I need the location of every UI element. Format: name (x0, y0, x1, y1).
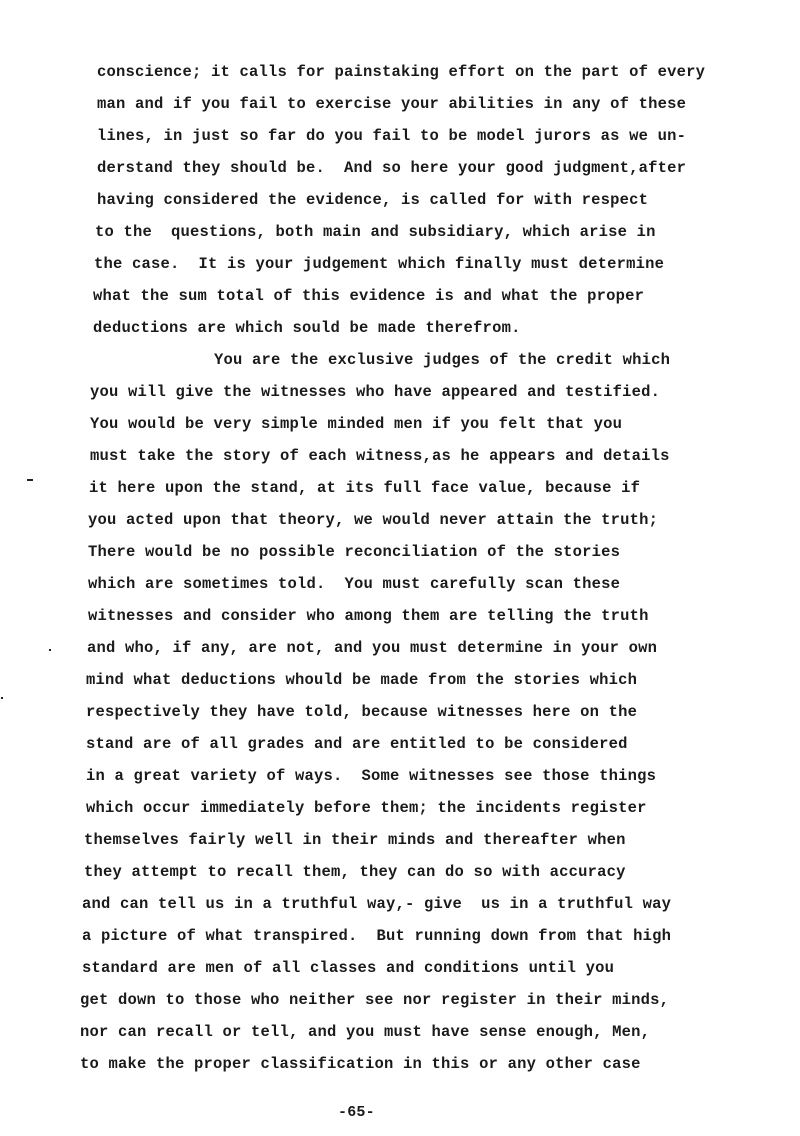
text-line: must take the story of each witness,as he appears and details (90, 447, 670, 465)
text-line: lines, in just so far do you fail to be model jurors as we un- (97, 127, 687, 145)
text-line: standard are men of all classes and conditions until you (82, 959, 615, 977)
text-line: respectively they have told, because witnesses here on the (86, 703, 638, 721)
text-line: themselves fairly well in their minds and thereafter when (84, 831, 626, 849)
paragraph-start-line: You are the exclusive judges of the credit which (214, 351, 671, 369)
text-line: and who, if any, are not, and you must determine in your own (87, 639, 658, 657)
text-line: stand are of all grades and are entitled to be considered (86, 735, 628, 753)
text-line: to the questions, both main and subsidiary, which arise in (95, 223, 656, 241)
text-line: which occur immediately before them; the incidents register (86, 799, 647, 817)
text-line: a picture of what transpired. But running down from that high (82, 927, 672, 945)
text-line: man and if you fail to exercise your abilities in any of these (97, 95, 687, 113)
text-line: which are sometimes told. You must carefully scan these (88, 575, 621, 593)
margin-dot-mark (1, 697, 3, 699)
text-line: There would be no possible reconciliation of the stories (88, 543, 621, 561)
text-line: they attempt to recall them, they can do so with accuracy (84, 863, 626, 881)
text-line: having considered the evidence, is called for with respect (97, 191, 649, 209)
text-line: nor can recall or tell, and you must have sense enough, Men, (80, 1023, 651, 1041)
text-line: it here upon the stand, at its full face value, because if (89, 479, 641, 497)
page-number: -65- (338, 1104, 375, 1121)
text-line: the case. It is your judgement which finally must determine (94, 255, 665, 273)
text-line: in a great variety of ways. Some witnesses see those things (86, 767, 657, 785)
text-line: to make the proper classification in this or any other case (80, 1055, 641, 1073)
text-line: deductions are which sould be made therefrom. (93, 319, 521, 337)
text-line: mind what deductions whould be made from the stories which (86, 671, 638, 689)
text-line: conscience; it calls for painstaking effort on the part of every (97, 63, 706, 81)
text-line: get down to those who neither see nor register in their minds, (80, 991, 670, 1009)
text-line: you acted upon that theory, we would never attain the truth; (88, 511, 659, 529)
text-line: derstand they should be. And so here your good judgment,after (97, 159, 687, 177)
margin-dash-mark (27, 479, 33, 481)
text-line: you will give the witnesses who have appeared and testified. (90, 383, 661, 401)
margin-dot-mark (49, 649, 51, 651)
text-line: what the sum total of this evidence is and what the proper (93, 287, 645, 305)
text-line: witnesses and consider who among them are telling the truth (88, 607, 649, 625)
text-line: You would be very simple minded men if you felt that you (90, 415, 623, 433)
text-line: and can tell us in a truthful way,- give us in a truthful way (82, 895, 672, 913)
